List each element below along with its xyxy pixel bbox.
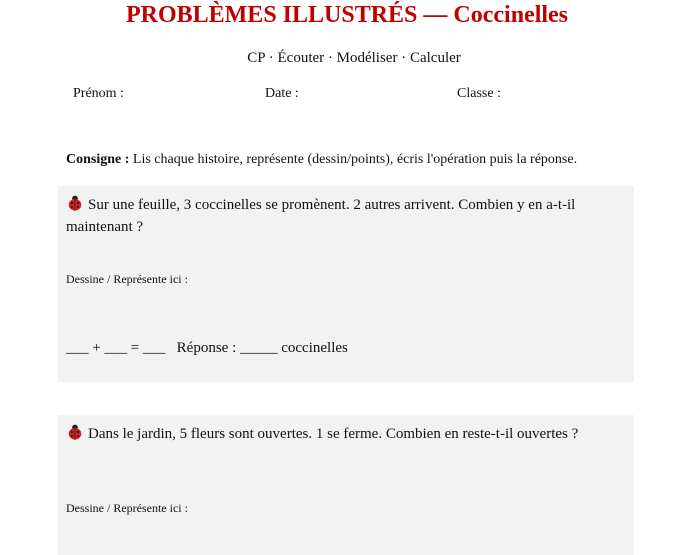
classe-field-label: Classe : xyxy=(457,86,501,101)
problem-1-text xyxy=(66,194,626,238)
problem-1-draw-label: Dessine / Représente ici : xyxy=(66,272,188,286)
subtitle: CP · Écouter · Modéliser · Calculer xyxy=(247,50,461,66)
page-title: PROBLÈMES ILLUSTRÉS — Coccinelles xyxy=(125,2,569,28)
instructions-text: Lis chaque histoire, représente (dessin/points), écris l'opération puis la réponse. xyxy=(129,152,578,167)
ladybug-icon xyxy=(66,423,84,441)
problem-1-equation: ___ + ___ = ___ Réponse : _____ coccinelles xyxy=(66,340,348,356)
instructions-label: Consigne : xyxy=(66,152,130,167)
problem-2-story: Dans le jardin, 5 fleurs sont ouvertes. 1 se ferme. Combien en reste-t-il ouvertes ? xyxy=(88,426,579,442)
prenom-field-label: Prénom : xyxy=(73,86,124,101)
instructions xyxy=(66,152,577,168)
problem-card-1 xyxy=(58,186,634,382)
problem-1-story: Sur une feuille, 3 coccinelles se promènent. 2 autres arrivent. Combien y en a-t-il maintenant ? xyxy=(66,197,576,235)
problem-2-text xyxy=(66,423,626,445)
date-field-label: Date : xyxy=(265,86,299,101)
problem-card-2 xyxy=(58,415,634,555)
problem-2-draw-label: Dessine / Représente ici : xyxy=(66,501,188,515)
ladybug-icon xyxy=(66,194,84,212)
